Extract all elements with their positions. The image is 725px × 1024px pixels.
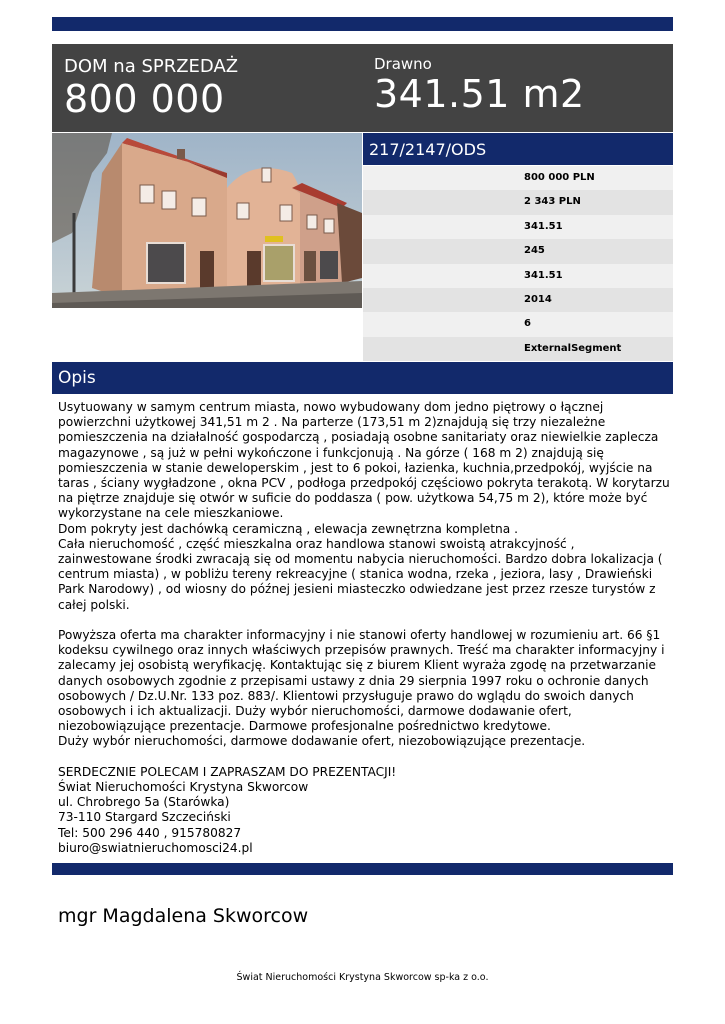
spec-price-per-m2: 2 343 PLN xyxy=(363,190,673,214)
spec-price: 800 000 PLN xyxy=(363,166,673,190)
footer-company: Świat Nieruchomości Krystyna Skworcow sp-ka z o.o. xyxy=(236,972,489,983)
spec-usable-area: 341.51 xyxy=(363,264,673,288)
spec-year: 2014 xyxy=(363,288,673,312)
agent-name: mgr Magdalena Skworcow xyxy=(58,905,309,927)
spec-segment: ExternalSegment xyxy=(363,337,673,361)
section-title-opis: Opis xyxy=(52,362,673,394)
price: 800 000 xyxy=(64,77,225,121)
spec-table xyxy=(363,166,673,361)
town: Drawno xyxy=(374,55,432,73)
listing-reference: 217/2147/ODS xyxy=(363,133,673,165)
spec-plot: 245 xyxy=(363,239,673,263)
listing-header xyxy=(52,44,673,132)
top-accent-bar xyxy=(52,17,673,31)
description-text: Usytuowany w samym centrum miasta, nowo wybudowany dom jedno piętrowy o łącznej powierzchni użytkowej 341,51 m 2 . Na parterze (173,51 m 2)znajdują się trzy niezależne pomieszczenia na działalność gospodarczą , posiadają osobne sanitariaty oraz niewielkie zaplecza magazynowe , są już w pełni wykończone i funkcjonują . Na górze ( 168 m 2) znajdują się pomieszczenia w stanie deweloperskim , jest to 6 pokoi, łazienka, kuchnia,przedpokój, wyjście na taras , ściany wygładzone , okna PCV , podłoga przedpokój częściowo pokryta terakotą. W korytarzu na piętrze znajduje się otwór w suficie do poddasza ( pow. użytkowa 54,75 m 2), które może być wykorzystane na cele mieszkaniowe. Dom pokryty jest dachówką ceramiczną , elewacja zewnętrzna kompletna . Cała nieruchomość , część mieszkalna oraz handlowa stanowi swoistą atrakcyjność , zainwestowane środki zwracają się od momentu nabycia nieruchomości. Bardzo dobra lokalizacja ( centrum miasta) , w pobliżu tereny rekreacyjne ( stanica wodna, rzeka , jeziora, lasy , Drawieński Park Narodowy) , od wiosny do późnej jesieni miasteczko odwiedzane jest przez rzesze turystów z całej polski. Powyższa oferta ma charakter informacyjny i nie stanowi oferty handlowej w rozumieniu art. 66 §1 kodeksu cywilnego oraz innych właściwych przepisów prawnych. Treść ma charakter informacyjny i zalecamy jej osobistą weryfikację. Kontaktując się z biurem Klient wyraża zgodę na przetwarzanie danych osobowych zgodnie z przepisami ustawy z dnia 29 sierpnia 1997 roku o ochronie danych osobowych / Dz.U.Nr. 133 poz. 883/. Klientowi przysługuje prawo do wglądu do swoich danych osobowych i ich aktualizacji. Duży wybór nieruchomości, darmowe dodawanie ofert, niezobowiązujące prezentacje. Darmowe profesjonalne pośrednictwo kredytowe. Duży wybór nieruchomości, darmowe dodawanie ofert, niezobowiązujące prezentacje. SERDECZNIE POLECAM I ZAPRASZAM DO PREZENTACJI! Świat Nieruchomości Krystyna Skworcow ul. Chrobrego 5a (Starówka) 73-110 Stargard Szczeciński Tel: 500 296 440 , 915780827 biuro@swiatnieruchomosci24.pl xyxy=(58,400,670,855)
spec-area: 341.51 xyxy=(363,215,673,239)
spec-rooms: 6 xyxy=(363,312,673,336)
offer-type: DOM na SPRZEDAŻ xyxy=(64,56,239,77)
property-photo xyxy=(52,133,362,308)
area: 341.51 m2 xyxy=(374,72,585,116)
bottom-accent-bar xyxy=(52,863,673,875)
